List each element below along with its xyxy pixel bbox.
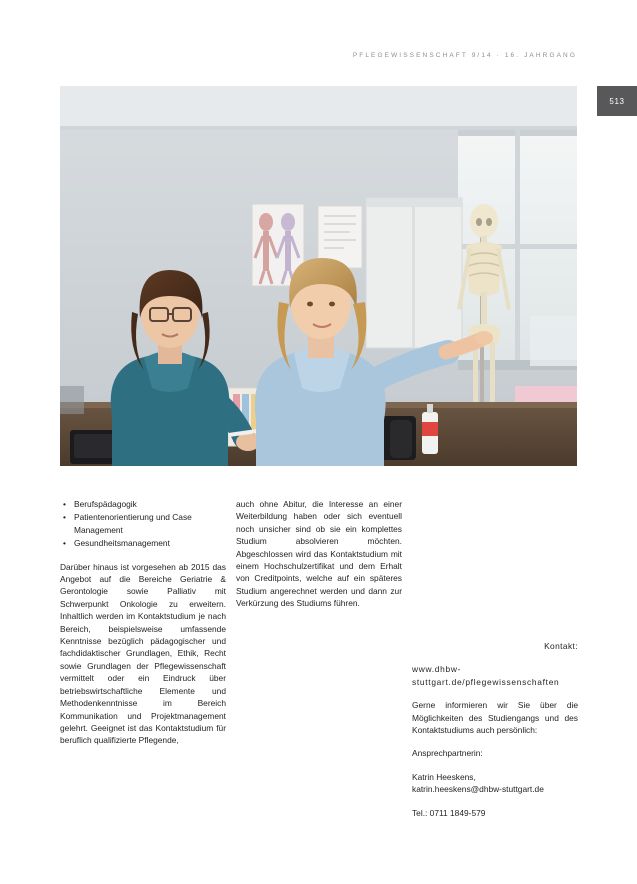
column1-paragraph: Darüber hinaus ist vorgesehen ab 2015 das Angebot auf die Bereiche Geriatrie & Gerontologie sowie Palliativ mit Schwerpunkt Onkologie zu erweitern. Inhaltlich werden im Kontaktstudium je nach Bereich, beispielsweise umfassende Kenntnisse bezüglich pädagogischer und fachdidaktischer Grundlagen, Ethik, Recht sowie Grundlagen der Pflegewissenschaft vermittelt oder ein Eindruck über betriebswirtschaftliche Elemente und Methodenkenntnisse im Bereich Kommunikation und Projektmanagement gelehrt. Geeignet ist das Kontaktstudium für beruflich qualifizierte Pflegende, (60, 561, 226, 746)
focus-areas-list (60, 498, 226, 550)
contact-email[interactable]: katrin.heeskens@dhbw-stuttgart.de (412, 784, 544, 795)
list-item: • Berufspädagogik (60, 498, 226, 510)
text-column-1 (60, 498, 226, 747)
contact-phone: Tel.: 0711 1849-579 (412, 807, 486, 818)
running-head: PFLEGEWISSENSCHAFT 9/14 · 16. JAHRGANG (352, 52, 577, 59)
page-number-badge: 513 (597, 86, 637, 116)
text-column-3-contact (412, 640, 578, 819)
list-item: • Patientenorientierung und Case Management (60, 511, 226, 536)
column2-paragraph: auch ohne Abitur, die Interesse an einer Weiterbildung haben oder sich eventuell noch unsicher sind ob sie ein komplettes Studium absolvieren möchten. Abgeschlossen wird das Kontaktstudium mit einem Hochschulzertifikat und dem Erhalt von Creditpoints, welche auf ein späteres Studium angerechnet werden und dann zur Verkürzung des Studiums führen. (236, 499, 402, 609)
text-column-2 (236, 498, 402, 610)
contact-info-paragraph: Gerne informieren wir Sie über die Möglichkeiten des Studiengangs und des Kontaktstudiums auch persönlich: (412, 700, 578, 736)
contact-person-name: Katrin Heeskens, (412, 771, 476, 782)
contact-heading: Kontakt: (544, 641, 578, 651)
list-item: • Gesundheitsmanagement (60, 537, 226, 549)
contact-url[interactable]: www.dhbw-stuttgart.de/pflegewissenschaften (412, 664, 560, 687)
contact-person-label: Ansprechpartnerin: (412, 748, 483, 759)
article-photo (60, 86, 577, 466)
